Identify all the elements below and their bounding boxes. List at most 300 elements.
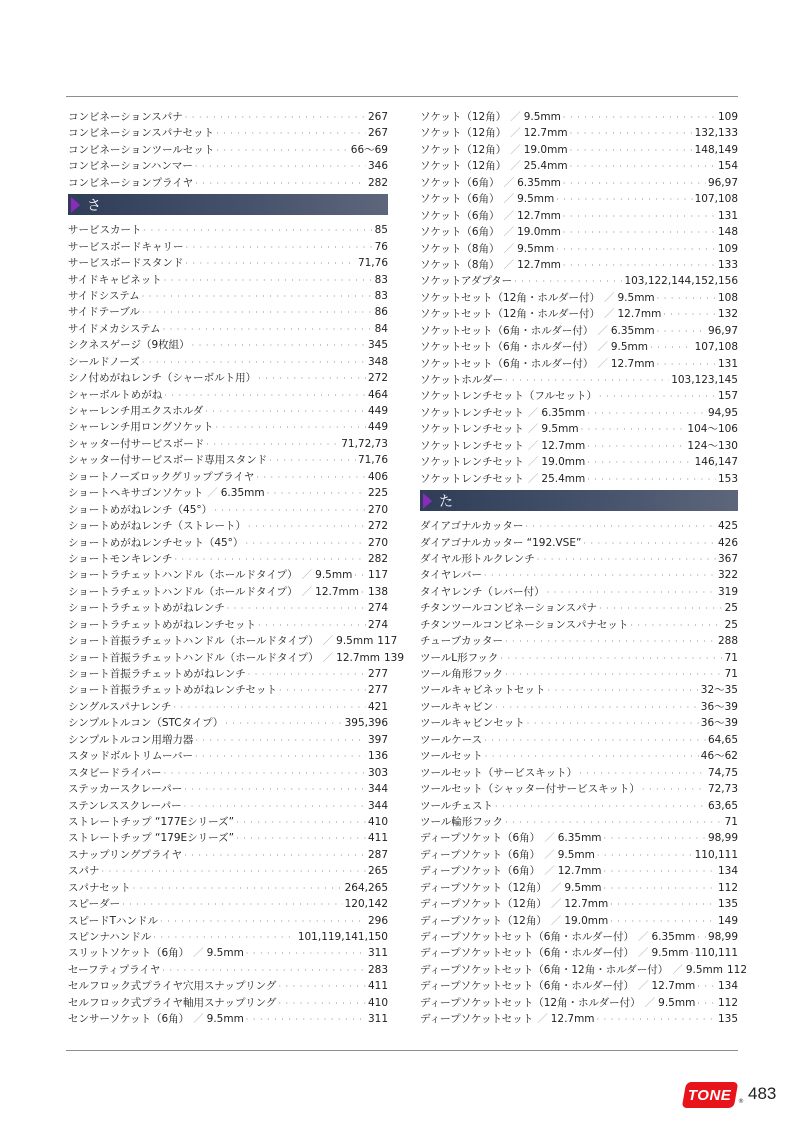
entry-name: スタビードライバー bbox=[68, 766, 162, 779]
index-entry bbox=[68, 978, 388, 994]
entry-page: 311 bbox=[367, 947, 388, 960]
entry-page: 154 bbox=[717, 160, 738, 173]
dot-leader bbox=[505, 667, 723, 683]
index-entry bbox=[420, 405, 738, 421]
entry-page: 71,76 bbox=[357, 454, 388, 467]
dot-leader bbox=[650, 340, 693, 356]
entry-name: ステンレススクレーパー bbox=[68, 799, 182, 812]
entry-page: 282 bbox=[367, 552, 388, 565]
index-entry bbox=[420, 454, 738, 470]
index-entry bbox=[68, 436, 388, 452]
entry-name: ディープソケットセット（6角・12角・ホルダー付） bbox=[420, 963, 669, 976]
entry-name: ソケットレンチセット bbox=[420, 406, 524, 419]
dot-leader bbox=[195, 749, 366, 765]
entry-size: ／ 9.5mm bbox=[672, 962, 723, 978]
index-entry bbox=[420, 323, 738, 339]
entry-name: ツールチェスト bbox=[420, 799, 493, 812]
entry-page: 110,111 bbox=[694, 947, 738, 960]
index-entry bbox=[420, 748, 738, 764]
entry-name: スパナセット bbox=[68, 881, 131, 894]
dot-leader bbox=[697, 930, 706, 946]
entry-name: ツールセット（サービスキット） bbox=[420, 766, 578, 779]
entry-page: 25 bbox=[724, 618, 738, 631]
dot-leader bbox=[205, 404, 366, 420]
index-entry bbox=[68, 798, 388, 814]
dot-leader bbox=[185, 256, 356, 272]
index-entry bbox=[420, 600, 738, 616]
index-entry bbox=[68, 551, 388, 567]
entry-page: 426 bbox=[717, 536, 738, 549]
entry-page: 46～62 bbox=[700, 750, 738, 763]
entry-page: 103,123,145 bbox=[671, 374, 738, 386]
dot-leader bbox=[354, 568, 366, 584]
entry-name: ソケットレンチセット bbox=[420, 439, 524, 452]
entry-name: サイドメカシステム bbox=[68, 322, 161, 335]
entry-page: 287 bbox=[367, 848, 388, 861]
dot-leader bbox=[570, 159, 716, 175]
index-column-left bbox=[68, 109, 405, 1028]
entry-page: 283 bbox=[367, 963, 388, 976]
entry-page: 98,99 bbox=[707, 931, 738, 943]
group-ta bbox=[420, 518, 748, 1028]
dot-leader bbox=[537, 552, 716, 568]
entry-size: ／ 9.5mm bbox=[504, 191, 555, 207]
dot-leader bbox=[547, 585, 716, 601]
dot-leader bbox=[563, 258, 716, 274]
entry-page: 83 bbox=[374, 273, 388, 286]
entry-page: 411 bbox=[367, 832, 388, 845]
entry-page: 131 bbox=[717, 357, 738, 370]
section-header-label: た bbox=[439, 493, 453, 510]
entry-size: ／ 12.7mm bbox=[537, 1011, 594, 1027]
entry-page: 135 bbox=[717, 1013, 738, 1026]
entry-name: シャーボルトめがね bbox=[68, 388, 163, 401]
entry-page: 104～106 bbox=[687, 423, 738, 436]
entry-page: 149 bbox=[717, 914, 738, 927]
index-entry bbox=[420, 962, 748, 978]
entry-name: ショート首振ラチェットハンドル（ホールドタイプ） bbox=[68, 651, 319, 664]
dot-leader bbox=[153, 930, 295, 946]
entry-page: 421 bbox=[367, 700, 388, 713]
bottom-rule bbox=[66, 1050, 738, 1051]
index-entry bbox=[420, 617, 738, 633]
index-entry bbox=[68, 748, 388, 764]
dot-leader bbox=[142, 305, 373, 321]
tone-logo bbox=[682, 1082, 739, 1108]
entry-size: ／ 12.7mm bbox=[504, 208, 561, 224]
entry-size: ／ 9.5mm bbox=[604, 290, 655, 306]
index-entry bbox=[68, 633, 398, 649]
dot-leader bbox=[279, 683, 366, 699]
index-entry bbox=[68, 158, 388, 174]
dot-leader bbox=[556, 242, 716, 258]
entry-name: コンビネーションハンマー bbox=[68, 160, 193, 173]
dot-leader bbox=[142, 355, 366, 371]
entry-name: ツールキャビン bbox=[420, 700, 494, 713]
entry-name: サイドテーブル bbox=[68, 306, 140, 319]
dot-leader bbox=[547, 683, 698, 699]
entry-page: 32～35 bbox=[700, 684, 738, 697]
entry-page: 344 bbox=[367, 783, 388, 796]
entry-page: 71 bbox=[724, 668, 738, 680]
entry-page: 277 bbox=[367, 684, 388, 697]
entry-name: タイヤレバー bbox=[420, 569, 482, 582]
entry-name: サービスボードスタンド bbox=[68, 257, 184, 270]
entry-name: ショートめがねレンチ（ストレート） bbox=[68, 520, 247, 533]
dot-leader bbox=[581, 422, 686, 438]
dot-leader bbox=[556, 192, 692, 208]
index-entry bbox=[68, 535, 388, 551]
entry-name: ツールセット（シャッター付サービスキット） bbox=[420, 783, 640, 796]
entry-page: 277 bbox=[367, 668, 388, 680]
entry-page: 288 bbox=[717, 635, 738, 648]
index-entry bbox=[68, 403, 388, 419]
dot-leader bbox=[583, 536, 716, 552]
entry-page: 345 bbox=[367, 339, 388, 352]
entry-name: ソケットレンチセット bbox=[420, 423, 524, 436]
dot-leader bbox=[269, 453, 356, 469]
entry-page: 411 bbox=[367, 980, 388, 993]
entry-name: ソケットホルダー bbox=[420, 374, 503, 386]
index-entry bbox=[420, 388, 738, 404]
index-entry bbox=[68, 452, 388, 468]
index-entry bbox=[420, 699, 738, 715]
entry-size: ／ 12.7mm bbox=[597, 356, 654, 372]
entry-name: ディープソケットセット（6角・ホルダー付） bbox=[420, 931, 634, 943]
entry-name: センサーソケット（6角） bbox=[68, 1013, 190, 1026]
entry-name: ソケットアダプター bbox=[420, 275, 513, 288]
index-entry bbox=[420, 191, 738, 207]
index-entry bbox=[68, 419, 388, 435]
dot-leader bbox=[186, 240, 373, 256]
entry-page: 117 bbox=[367, 569, 388, 582]
entry-name: ソケットレンチセット bbox=[420, 456, 524, 469]
dot-leader bbox=[642, 782, 706, 798]
entry-name: シンプルトルコン用増力器 bbox=[68, 733, 194, 746]
index-entry bbox=[68, 1011, 388, 1027]
dot-leader bbox=[174, 552, 366, 568]
index-entry bbox=[68, 370, 388, 386]
page-number: 483 bbox=[748, 1084, 777, 1103]
dot-leader bbox=[495, 700, 698, 716]
entry-name: セルフロック式プライヤ軸用スナップリング bbox=[68, 996, 277, 1009]
dot-leader bbox=[484, 733, 706, 749]
index-column-right bbox=[420, 109, 748, 1028]
index-entry bbox=[420, 306, 738, 322]
index-entry bbox=[68, 913, 388, 929]
entry-name: ソケット（12角） bbox=[420, 160, 507, 173]
entry-name: ツールケース bbox=[420, 733, 483, 746]
entry-page: 303 bbox=[367, 766, 388, 779]
index-entry bbox=[420, 1011, 738, 1027]
entry-page: 267 bbox=[367, 111, 388, 123]
dot-leader bbox=[587, 439, 685, 455]
dot-leader bbox=[691, 946, 693, 962]
index-entry bbox=[420, 814, 738, 830]
index-entry bbox=[68, 125, 388, 141]
entry-size: ／ 9.5mm bbox=[193, 945, 244, 961]
dot-leader bbox=[267, 486, 366, 502]
index-entry bbox=[68, 863, 388, 879]
entry-page: 367 bbox=[717, 552, 738, 565]
entry-page: 138 bbox=[367, 585, 388, 598]
entry-size: ／ 9.5mm bbox=[544, 847, 595, 863]
dot-leader bbox=[227, 601, 366, 617]
entry-page: 449 bbox=[367, 421, 388, 434]
dot-leader bbox=[195, 159, 366, 175]
index-entry bbox=[420, 438, 738, 454]
entry-name: ダイアゴナルカッター bbox=[420, 520, 524, 533]
dot-leader bbox=[587, 406, 706, 422]
entry-page: 72,73 bbox=[707, 783, 738, 796]
index-entry bbox=[420, 125, 738, 141]
entry-size: ／ 6.35mm bbox=[544, 830, 601, 846]
index-entry bbox=[68, 617, 388, 633]
dot-leader bbox=[570, 126, 693, 142]
index-entry bbox=[68, 255, 388, 271]
entry-page: 139 bbox=[383, 651, 405, 664]
entry-page: 96,97 bbox=[707, 176, 738, 189]
entry-name: ダイヤル形トルクレンチ bbox=[420, 552, 535, 565]
entry-size: ／ 25.4mm bbox=[510, 158, 567, 174]
dot-leader bbox=[500, 651, 722, 667]
dot-leader bbox=[525, 519, 716, 535]
index-entry bbox=[68, 485, 388, 501]
group-sa bbox=[68, 222, 405, 1027]
entry-page: 157 bbox=[717, 390, 738, 403]
index-entry bbox=[68, 354, 388, 370]
entry-size: ／ 6.35mm bbox=[638, 929, 695, 945]
dot-leader bbox=[579, 766, 706, 782]
group-top-right bbox=[420, 109, 738, 487]
entry-size: ／ 12.7mm bbox=[604, 306, 661, 322]
entry-name: ショートノーズロックグリップブライヤ bbox=[68, 470, 255, 483]
entry-page: 66～69 bbox=[350, 143, 388, 156]
entry-page: 346 bbox=[367, 160, 388, 173]
entry-name: ソケット（12角） bbox=[420, 111, 507, 123]
dot-leader bbox=[164, 766, 366, 782]
entry-name: ソケット（8角） bbox=[420, 258, 500, 271]
entry-name: ショートラチェットめがねレンチセット bbox=[68, 618, 257, 631]
entry-name: シンプルトルコン（STCタイプ） bbox=[68, 717, 224, 730]
dot-leader bbox=[160, 914, 366, 930]
dot-leader bbox=[697, 979, 716, 995]
dot-leader bbox=[144, 223, 373, 239]
dot-leader bbox=[587, 455, 692, 471]
entry-page: 410 bbox=[367, 996, 388, 1009]
entry-page: 135 bbox=[717, 898, 738, 911]
entry-size: ／ 12.7mm bbox=[638, 978, 695, 994]
entry-page: 71 bbox=[724, 815, 738, 828]
entry-name: コンビネーションスパナセット bbox=[68, 127, 215, 140]
entry-name: スナップリングプライヤ bbox=[68, 848, 183, 861]
entry-page: 94,95 bbox=[707, 406, 738, 419]
dot-leader bbox=[657, 291, 716, 307]
index-entry bbox=[68, 847, 388, 863]
dot-leader bbox=[246, 1012, 366, 1028]
entry-name: シャーレンチ用ロングソケット bbox=[68, 421, 214, 434]
index-entry bbox=[420, 421, 738, 437]
entry-page: 296 bbox=[367, 914, 388, 927]
dot-leader bbox=[184, 848, 366, 864]
entry-page: 112 bbox=[717, 881, 738, 894]
entry-name: スピードTハンドル bbox=[68, 914, 158, 927]
entry-name: ストレートチップ “177Eシリーズ” bbox=[68, 815, 235, 828]
dot-leader bbox=[164, 273, 373, 289]
index-entry bbox=[68, 469, 388, 485]
entry-name: スパナ bbox=[68, 865, 100, 878]
index-entry bbox=[68, 682, 388, 698]
entry-name: ストレートチップ “179Eシリーズ” bbox=[68, 832, 235, 845]
brand-text: TONE bbox=[688, 1086, 732, 1104]
dot-leader bbox=[505, 815, 723, 831]
dot-leader bbox=[216, 143, 348, 159]
dot-leader bbox=[361, 585, 366, 601]
entry-size: ／ 9.5mm bbox=[504, 241, 555, 257]
entry-name: ショート首振ラチェットめがねレンチ bbox=[68, 668, 246, 680]
dot-leader bbox=[485, 749, 699, 765]
dot-leader bbox=[184, 782, 366, 798]
index-entry bbox=[420, 257, 738, 273]
entry-page: 86 bbox=[374, 306, 388, 319]
index-entry bbox=[68, 239, 388, 255]
index-entry bbox=[68, 715, 388, 731]
dot-leader bbox=[597, 848, 693, 864]
dot-leader bbox=[162, 963, 366, 979]
entry-name: ディープソケット（6角） bbox=[420, 865, 541, 878]
entry-page: 120,142 bbox=[344, 898, 388, 911]
entry-name: セルフロック式プライヤ穴用スナップリング bbox=[68, 980, 277, 993]
entry-size: ／ 9.5mm bbox=[597, 339, 648, 355]
index-entry bbox=[68, 830, 388, 846]
entry-page: 76 bbox=[374, 240, 388, 253]
entry-name: シールドノーズ bbox=[68, 355, 140, 368]
dot-leader bbox=[246, 946, 366, 962]
dot-leader bbox=[570, 143, 693, 159]
entry-page: 71,76 bbox=[357, 257, 388, 270]
dot-leader bbox=[278, 979, 366, 995]
index-entry bbox=[420, 765, 738, 781]
entry-size: ／ 9.5mm bbox=[323, 633, 374, 649]
dot-leader bbox=[563, 225, 716, 241]
dot-leader bbox=[184, 799, 366, 815]
entry-name: ショートめがねレンチ（45°） bbox=[68, 503, 213, 516]
index-entry bbox=[420, 995, 738, 1011]
entry-name: ツールL形フック bbox=[420, 651, 499, 664]
dot-leader bbox=[185, 110, 366, 126]
index-entry bbox=[420, 567, 738, 583]
index-entry bbox=[420, 880, 738, 896]
entry-page: 136 bbox=[367, 750, 388, 763]
index-entry bbox=[420, 241, 738, 257]
index-entry bbox=[68, 288, 388, 304]
entry-page: 36～39 bbox=[700, 717, 738, 730]
index-entry bbox=[68, 584, 388, 600]
entry-name: ソケットセット（6角・ホルダー付） bbox=[420, 324, 594, 337]
dot-leader bbox=[630, 618, 722, 634]
dot-leader bbox=[657, 324, 706, 340]
entry-name: ソケット（6角） bbox=[420, 176, 500, 189]
dot-leader bbox=[505, 634, 716, 650]
dot-leader bbox=[163, 322, 373, 338]
entry-name: シャーレンチ用エクスホルダ bbox=[68, 405, 204, 417]
dot-leader bbox=[610, 914, 716, 930]
entry-name: ディープソケットセット（6角・ホルダー付） bbox=[420, 947, 634, 960]
index-entry bbox=[68, 765, 388, 781]
entry-page: 267 bbox=[367, 127, 388, 140]
entry-name: シノ付めがねレンチ（シャーボルト用） bbox=[68, 372, 257, 385]
entry-name: ツール角形フック bbox=[420, 668, 504, 680]
dot-leader bbox=[173, 700, 366, 716]
dot-leader bbox=[514, 274, 622, 290]
dot-leader bbox=[604, 864, 716, 880]
dot-leader bbox=[258, 371, 366, 387]
entry-page: 397 bbox=[367, 733, 388, 746]
entry-page: 148,149 bbox=[694, 143, 738, 156]
entry-page: 319 bbox=[717, 585, 738, 598]
entry-page: 25 bbox=[724, 602, 738, 615]
entry-size: ／ 19.0mm bbox=[551, 913, 608, 929]
entry-name: ソケット（6角） bbox=[420, 209, 500, 222]
dot-leader bbox=[142, 289, 373, 305]
entry-name: スピーダー bbox=[68, 898, 121, 911]
dot-leader bbox=[599, 389, 716, 405]
index-entry bbox=[68, 699, 388, 715]
index-entry bbox=[68, 142, 388, 158]
dot-leader bbox=[248, 519, 366, 535]
index-entry bbox=[68, 666, 388, 682]
entry-page: 131 bbox=[717, 209, 738, 222]
entry-page: 109 bbox=[717, 242, 738, 255]
entry-name: ショート首振ラチェットめがねレンチセット bbox=[68, 684, 278, 697]
entry-page: 64,65 bbox=[707, 733, 738, 746]
entry-size: ／ 9.5mm bbox=[302, 567, 353, 583]
index-entry bbox=[420, 945, 738, 961]
entry-page: 107,108 bbox=[694, 193, 738, 206]
index-entry bbox=[420, 715, 738, 731]
entry-page: 108 bbox=[717, 291, 738, 304]
entry-size: ／ 9.5mm bbox=[528, 421, 579, 437]
entry-size: ／ 12.7mm bbox=[544, 863, 601, 879]
entry-name: ディープソケット（12角） bbox=[420, 881, 547, 894]
entry-page: 134 bbox=[717, 865, 738, 878]
dot-leader bbox=[225, 716, 342, 732]
entry-name: コンビネーションプライヤ bbox=[68, 176, 194, 189]
dot-leader bbox=[236, 815, 366, 831]
entry-page: 225 bbox=[367, 487, 388, 500]
index-entry bbox=[68, 109, 388, 125]
entry-name: ショートラチェットめがねレンチ bbox=[68, 602, 225, 615]
entry-page: 148 bbox=[717, 226, 738, 239]
dot-leader bbox=[195, 733, 366, 749]
index-entry bbox=[68, 502, 388, 518]
entry-page: 85 bbox=[374, 224, 388, 237]
entry-size: ／ 12.7mm bbox=[510, 125, 567, 141]
index-entry bbox=[420, 535, 738, 551]
entry-name: ソケットレンチセット（フルセット） bbox=[420, 390, 597, 403]
index-entry bbox=[68, 567, 388, 583]
entry-page: 272 bbox=[367, 372, 388, 385]
entry-name: タイヤレンチ（レバー付） bbox=[420, 585, 545, 598]
entry-size: ／ 6.35mm bbox=[528, 405, 585, 421]
index-entry bbox=[68, 272, 388, 288]
dot-leader bbox=[192, 338, 366, 354]
entry-size: ／ 19.0mm bbox=[504, 224, 561, 240]
index-entry bbox=[420, 208, 738, 224]
index-entry bbox=[68, 304, 388, 320]
entry-name: ソケットセット（12角・ホルダー付） bbox=[420, 291, 600, 304]
index-entry bbox=[420, 682, 738, 698]
